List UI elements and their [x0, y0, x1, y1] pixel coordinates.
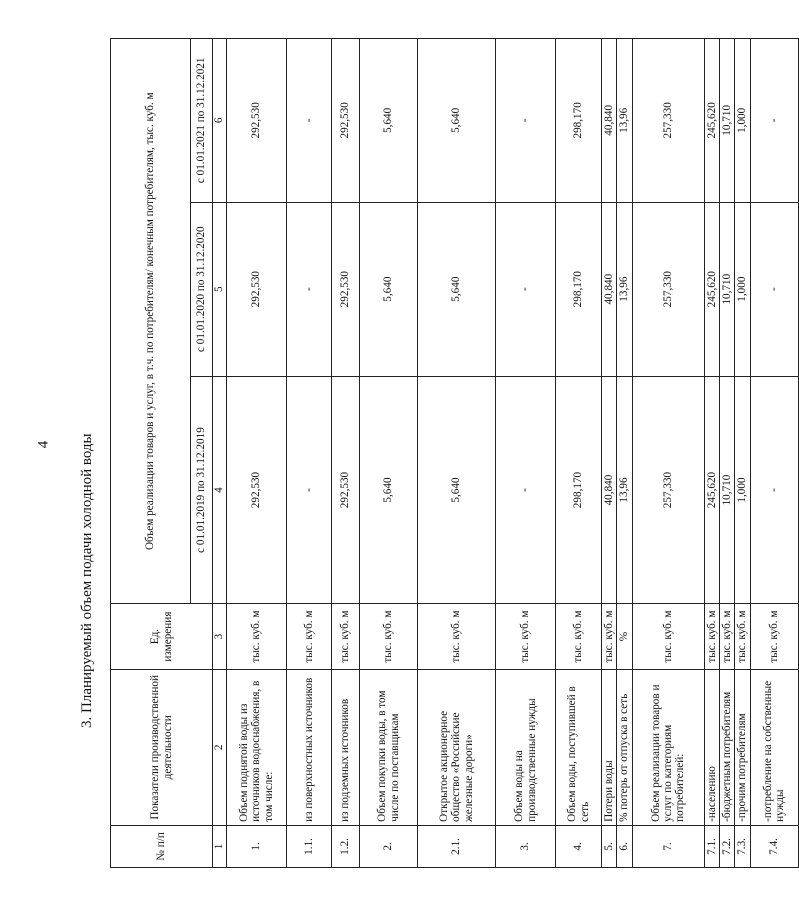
row-unit: тыс. куб. м: [496, 604, 556, 669]
row-num: 7.: [632, 825, 704, 867]
row-value: 5,640: [418, 202, 496, 376]
row-unit: тыс. куб. м: [332, 604, 360, 669]
header-volume-group: Объем реализации товаров и услуг, в т.ч. по потребителям/ конечным потребителям, тыс. куб. м: [111, 39, 191, 604]
table-row: [602, 39, 617, 868]
table-row: [632, 39, 704, 868]
col-number: 5: [213, 202, 227, 376]
col-number: 2: [213, 669, 227, 825]
row-unit: тыс. куб. м: [632, 604, 704, 669]
row-value: 292,530: [227, 376, 287, 604]
table-row: [360, 39, 418, 868]
header-unit: Ед. измерения: [111, 604, 213, 669]
row-value: 40,840: [602, 376, 617, 604]
row-value: 10,710: [719, 376, 734, 604]
row-value: -: [750, 202, 798, 376]
row-value: 5,640: [418, 39, 496, 203]
table-row: [418, 39, 496, 868]
row-name: Открытое акционерное общество «Российские железные дороги»: [418, 669, 496, 825]
row-value: -: [287, 376, 332, 604]
col-number: 1: [213, 825, 227, 867]
table-row: [287, 39, 332, 868]
row-value: -: [496, 202, 556, 376]
row-value: 5,640: [360, 202, 418, 376]
page-number: 4: [35, 440, 52, 449]
row-value: 10,710: [719, 202, 734, 376]
row-unit: тыс. куб. м: [719, 604, 734, 669]
row-name: -населению: [704, 669, 719, 825]
water-supply-table: [110, 38, 799, 868]
row-unit: тыс. куб. м: [418, 604, 496, 669]
row-unit: тыс. куб. м: [750, 604, 798, 669]
row-value: 5,640: [360, 376, 418, 604]
row-name: -бюджетным потребителям: [719, 669, 734, 825]
table-row: [332, 39, 360, 868]
table-row: [617, 39, 632, 868]
row-num: 5.: [602, 825, 617, 867]
row-value: 298,170: [556, 376, 602, 604]
section-heading: 3. Планируемый объем подачи холодной воды: [79, 433, 95, 728]
table-row: [735, 39, 750, 868]
row-num: 7.2.: [719, 825, 734, 867]
row-num: 3.: [496, 825, 556, 867]
row-unit: %: [617, 604, 632, 669]
table-row: [704, 39, 719, 868]
row-value: 292,530: [227, 202, 287, 376]
row-num: 7.3.: [735, 825, 750, 867]
row-value: -: [750, 39, 798, 203]
row-value: 1,000: [735, 202, 750, 376]
row-value: 245,620: [704, 202, 719, 376]
row-num: 2.: [360, 825, 418, 867]
row-value: -: [287, 202, 332, 376]
row-value: -: [496, 39, 556, 203]
col-number: 6: [213, 39, 227, 203]
row-value: 257,330: [632, 376, 704, 604]
row-name: из поверхностных источников: [287, 669, 332, 825]
row-value: 292,530: [332, 376, 360, 604]
row-value: 5,640: [418, 376, 496, 604]
row-name: из подземных источников: [332, 669, 360, 825]
row-value: -: [496, 376, 556, 604]
row-unit: тыс. куб. м: [735, 604, 750, 669]
row-num: 1.: [227, 825, 287, 867]
row-value: 298,170: [556, 202, 602, 376]
table-row: [750, 39, 798, 868]
row-value: 1,000: [735, 376, 750, 604]
row-name: Объем покупки воды, в том числе по поставщикам: [360, 669, 418, 825]
row-name: Потери воды: [602, 669, 617, 825]
row-value: 292,530: [332, 202, 360, 376]
row-name: Объем реализации товаров и услуг по категориям потребителей:: [632, 669, 704, 825]
row-num: 7.4.: [750, 825, 798, 867]
row-value: 5,640: [360, 39, 418, 203]
row-unit: тыс. куб. м: [360, 604, 418, 669]
row-unit: тыс. куб. м: [556, 604, 602, 669]
row-unit: тыс. куб. м: [602, 604, 617, 669]
row-name: -прочим потребителям: [735, 669, 750, 825]
row-value: 13,96: [617, 39, 632, 203]
row-name: Объем воды, поступившей в сеть: [556, 669, 602, 825]
row-num: 1.1.: [287, 825, 332, 867]
row-num: 2.1.: [418, 825, 496, 867]
col-number: 3: [213, 604, 227, 669]
row-name: -потребление на собственные нужды: [750, 669, 798, 825]
header-period-2020: с 01.01.2020 по 31.12.2020: [191, 202, 213, 376]
row-value: 13,96: [617, 376, 632, 604]
row-name: % потерь от отпуска в сеть: [617, 669, 632, 825]
row-value: 257,330: [632, 39, 704, 203]
row-unit: тыс. куб. м: [227, 604, 287, 669]
row-unit: тыс. куб. м: [287, 604, 332, 669]
row-value: 292,530: [227, 39, 287, 203]
row-value: 10,710: [719, 39, 734, 203]
rotated-table-container: [110, 38, 787, 868]
row-value: 1,000: [735, 39, 750, 203]
row-value: 245,620: [704, 39, 719, 203]
row-value: 13,96: [617, 202, 632, 376]
row-name: Объем поднятой воды из источников водоснабжения, в том числе:: [227, 669, 287, 825]
row-num: 4.: [556, 825, 602, 867]
table-row: [719, 39, 734, 868]
row-value: 257,330: [632, 202, 704, 376]
row-num: 7.1.: [704, 825, 719, 867]
header-period-2021: с 01.01.2021 по 31.12.2021: [191, 39, 213, 203]
row-unit: тыс. куб. м: [704, 604, 719, 669]
row-num: 6.: [617, 825, 632, 867]
header-num: № п/п: [111, 825, 213, 867]
row-value: 40,840: [602, 39, 617, 203]
row-value: -: [750, 376, 798, 604]
row-num: 1.2.: [332, 825, 360, 867]
table-row: [496, 39, 556, 868]
row-value: 298,170: [556, 39, 602, 203]
row-value: 245,620: [704, 376, 719, 604]
row-value: -: [287, 39, 332, 203]
header-indicator: Показатели производственной деятельности: [111, 669, 213, 825]
row-value: 292,530: [332, 39, 360, 203]
row-value: 40,840: [602, 202, 617, 376]
header-period-2019: с 01.01.2019 по 31.12.2019: [191, 376, 213, 604]
row-name: Объем воды на производственные нужды: [496, 669, 556, 825]
table-row: [556, 39, 602, 868]
table-row: [227, 39, 287, 868]
col-number: 4: [213, 376, 227, 604]
